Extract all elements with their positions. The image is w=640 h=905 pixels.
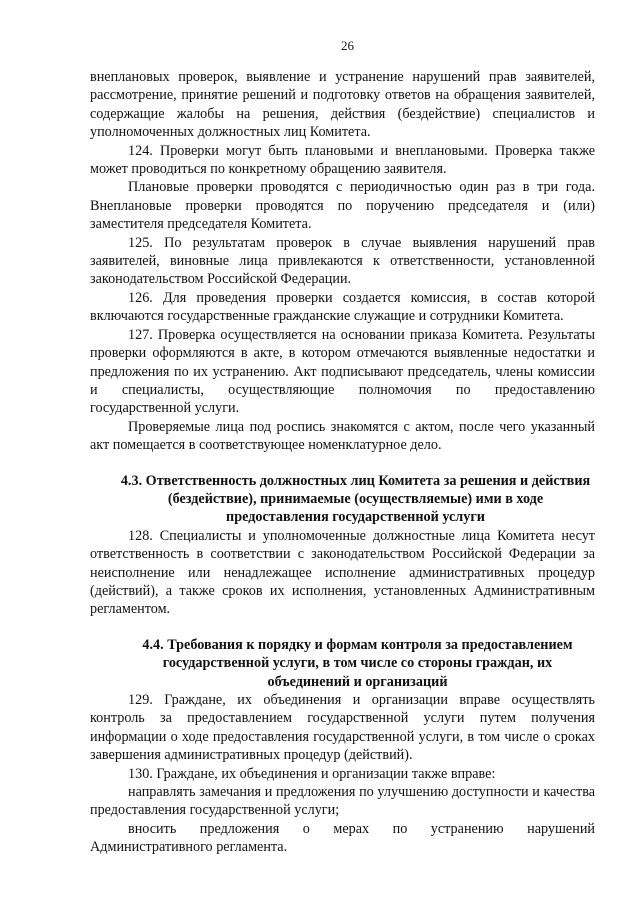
page-number: 26 bbox=[341, 38, 354, 53]
paragraph-129: 129. Граждане, их объединения и организации вправе осуществлять контроль за предоставлением государственной услуги путем получения информации о ходе предоставления государственной услуги, в том числе о сроках завершения административных процедур (действий). bbox=[90, 692, 595, 764]
paragraph-124: 124. Проверки могут быть плановыми и внеплановыми. Проверка также может проводиться по конкретному обращению заявителя. bbox=[90, 142, 595, 178]
paragraph-126: 126. Для проведения проверки создается комиссия, в состав которой включаются государственные гражданские служащие и сотрудники Комитета. bbox=[90, 289, 595, 325]
paragraph-130-item-remarks: направлять замечания и предложения по улучшению доступности и качества предоставления государственной услуги; bbox=[90, 784, 595, 819]
paragraph-130: 130. Граждане, их объединения и организации также вправе: bbox=[128, 765, 496, 782]
paragraph-124-planned-checks: Плановые проверки проводятся с периодичностью один раз в три года. Внеплановые проверки проводятся по поручению председателя и (или) заместителя председателя Комитета. bbox=[90, 179, 595, 233]
paragraph-128: 128. Специалисты и уполномоченные должностные лица Комитета несут ответственность в соответствии с законодательством Российской Федерации за неисполнение или ненадлежащее исполнение административных процедур (действий), а также сроков их исполнения, установленных Административным регламентом. bbox=[90, 527, 595, 618]
paragraph-125: 125. По результатам проверок в случае выявления нарушений прав заявителей, виновные лица привлекаются к ответственности, установленной законодательством Российской Федерации. bbox=[90, 234, 595, 288]
section-gap bbox=[90, 455, 595, 472]
paragraph-127-act: Проверяемые лица под роспись знакомятся с актом, после чего указанный акт помещается в соответствующее номенклатурное дело. bbox=[90, 418, 595, 454]
paragraph-127: 127. Проверка осуществляется на основании приказа Комитета. Результаты проверки оформляются в акте, в котором отмечаются выявленные недостатки и предложения по их устранению. Акт подписывают председатель, члены комиссии и специалисты, осуществляющие полномочия по предоставлению государственной услуги. bbox=[90, 326, 595, 417]
section-heading-4-3: 4.3. Ответственность должностных лиц Комитета за решения и действия (бездействие), принимаемые (осуществляемые) ими в ходе предоставления государственной услуги bbox=[120, 472, 591, 526]
paragraph-130-item-proposals: вносить предложения о мерах по устранению нарушений Административного регламента. bbox=[90, 820, 595, 856]
document-page bbox=[90, 38, 595, 857]
section-gap bbox=[90, 619, 595, 636]
paragraph-continuation: внеплановых проверок, выявление и устранение нарушений прав заявителей, рассмотрение, принятие решений и подготовку ответов на обращения заявителей, содержащие жалобы на решения, действия (бездействие) специалистов и уполномоченных должностных лиц Комитета. bbox=[90, 69, 595, 141]
section-heading-4-4: 4.4. Требования к порядку и формам контроля за предоставлением государственной услуги, в том числе со стороны граждан, их объединений и организаций bbox=[142, 636, 573, 690]
